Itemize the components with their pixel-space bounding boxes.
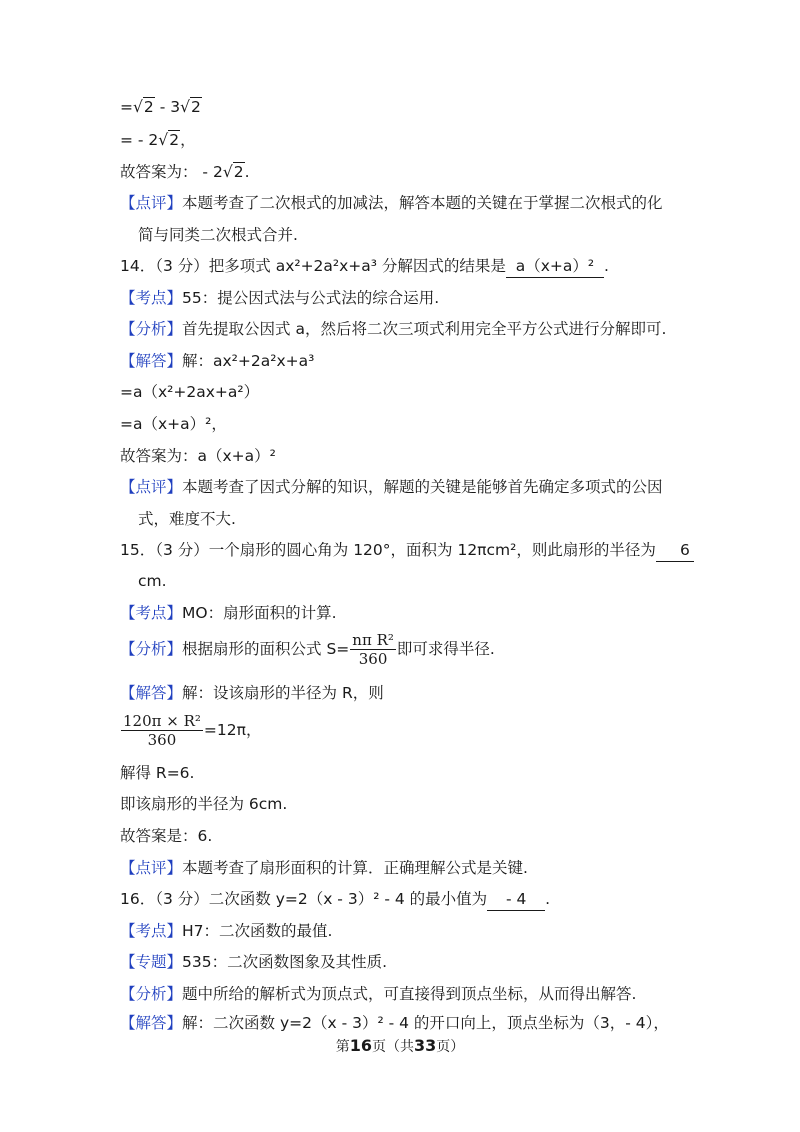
fraction-numerator: nπ R² [352, 631, 394, 649]
question-text: 16．（3 分）二次函数 y=2（x - 3）² - 4 的最小值为 [120, 890, 488, 908]
comment-text: 式，难度不大. [138, 510, 236, 528]
point-tag: 【考点】 [120, 289, 183, 307]
fraction-denominator: 360 [147, 731, 177, 749]
answer-blank: a（x+a）² [506, 255, 604, 278]
q13-step-line2 [120, 129, 196, 151]
page-footer [0, 1036, 800, 1056]
q16-topic [120, 951, 387, 973]
text: 故答案为：a（x+a）² [120, 447, 276, 465]
analysis-text: 题中所给的解析式为顶点式，可直接得到顶点坐标，从而得出解答. [182, 985, 637, 1003]
q14-point [120, 287, 439, 309]
comment-text: 本题考查了二次根式的加减法，解答本题的关键在于掌握二次根式的化 [182, 194, 663, 212]
question-text: 14．（3 分）把多项式 ax²+2a²x+a³ 分解因式的结果是 [120, 257, 506, 275]
text: . [603, 257, 609, 275]
radicand: 2 [143, 98, 154, 116]
q13-answer [120, 161, 250, 183]
text: - 3 [154, 98, 181, 116]
text: = - 2 [120, 131, 159, 149]
q16-analysis [120, 983, 636, 1005]
comment-tag: 【点评】 [120, 478, 183, 496]
q16-solution [120, 1012, 669, 1034]
text: . [244, 163, 250, 181]
solution-tag: 【解答】 [120, 1014, 183, 1032]
q14-comment-cont [138, 508, 236, 530]
q14-stem [120, 255, 609, 278]
topic-text: 535：二次函数图象及其性质. [182, 953, 388, 971]
analysis-text: 根据扇形的面积公式 S= [182, 640, 350, 658]
page-number: 16 [349, 1036, 372, 1055]
sector-area-formula [350, 631, 396, 668]
fraction-denominator: 360 [358, 650, 388, 668]
solution-text: 解：二次函数 y=2（x - 3）² - 4 的开口向上，顶点坐标为（3，- 4）， [182, 1014, 669, 1032]
solution-tag: 【解答】 [120, 352, 183, 370]
point-tag: 【考点】 [120, 922, 183, 940]
text: 解得 R=6. [120, 764, 195, 782]
answer-blank: 6 [656, 539, 694, 562]
comment-text: 本题考查了扇形面积的计算．正确理解公式是关键. [182, 859, 528, 877]
q15-comment [120, 857, 528, 879]
analysis-tag: 【分析】 [120, 640, 183, 658]
q13-comment-cont [138, 224, 298, 246]
analysis-tag: 【分析】 [120, 985, 183, 1003]
analysis-text: 即可求得半径. [396, 640, 495, 658]
q15-point [120, 602, 337, 624]
q15-analysis [120, 626, 495, 672]
radicand: 2 [190, 98, 201, 116]
topic-tag: 【专题】 [120, 953, 183, 971]
q15-stem [120, 539, 694, 562]
q14-step2 [120, 413, 227, 435]
q15-final [120, 825, 212, 847]
q15-solution [120, 682, 384, 704]
q14-step1 [120, 381, 259, 403]
q16-stem [120, 888, 550, 911]
q16-point [120, 920, 332, 942]
text: = [120, 98, 133, 116]
text: 故答案是：6. [120, 827, 213, 845]
sqrt-symbol: √2 [180, 98, 201, 116]
point-text: H7：二次函数的最值. [182, 922, 333, 940]
page-total: 33 [414, 1036, 437, 1055]
q14-analysis [120, 318, 666, 340]
point-tag: 【考点】 [120, 604, 183, 622]
text: ， [180, 131, 196, 149]
q14-solution [120, 350, 314, 372]
q13-step-line1 [120, 96, 202, 118]
radicand: 2 [169, 131, 180, 149]
analysis-text: 首先提取公因式 a，然后将二次三项式利用完全平方公式进行分解即可. [182, 320, 667, 338]
text: =a（x+a）²， [120, 415, 227, 433]
q14-final [120, 445, 276, 467]
text: 页） [436, 1039, 465, 1055]
text: 页（共 [372, 1039, 414, 1055]
q14-comment [120, 476, 663, 498]
sqrt-symbol: √2 [222, 163, 244, 181]
comment-text: 简与同类二次根式合并. [138, 226, 298, 244]
text: =a（x²+2ax+a²） [120, 383, 260, 401]
sqrt-symbol: √2 [158, 131, 180, 149]
point-text: MO：扇形面积的计算. [182, 604, 337, 622]
comment-tag: 【点评】 [120, 194, 183, 212]
comment-tag: 【点评】 [120, 859, 183, 877]
text: cm. [138, 572, 167, 590]
fraction-numerator: 120π × R² [123, 712, 201, 730]
equation-fraction [121, 712, 203, 749]
text: 即该扇形的半径为 6cm. [120, 795, 288, 813]
text: 第 [335, 1039, 350, 1055]
q15-equation [120, 707, 261, 753]
solution-text: 解：ax²+2a²x+a³ [182, 352, 315, 370]
q15-solve [120, 762, 194, 784]
comment-text: 本题考查了因式分解的知识，解题的关键是能够首先确定多项式的公因 [182, 478, 663, 496]
text: =12π， [203, 721, 262, 739]
sqrt-symbol: √2 [133, 98, 154, 116]
text: 故答案为： - 2 [120, 163, 223, 181]
question-text: 15．（3 分）一个扇形的圆心角为 120°，面积为 12πcm²，则此扇形的半径为 [120, 541, 656, 559]
q13-comment [120, 192, 663, 214]
point-text: 55：提公因式法与公式法的综合运用. [182, 289, 440, 307]
solution-text: 解：设该扇形的半径为 R，则 [182, 684, 384, 702]
q15-stem-cont [138, 570, 167, 592]
radicand: 2 [233, 163, 244, 181]
analysis-tag: 【分析】 [120, 320, 183, 338]
q15-conclusion [120, 793, 287, 815]
text: . [545, 890, 551, 908]
solution-tag: 【解答】 [120, 684, 183, 702]
answer-blank: - 4 [487, 888, 545, 911]
